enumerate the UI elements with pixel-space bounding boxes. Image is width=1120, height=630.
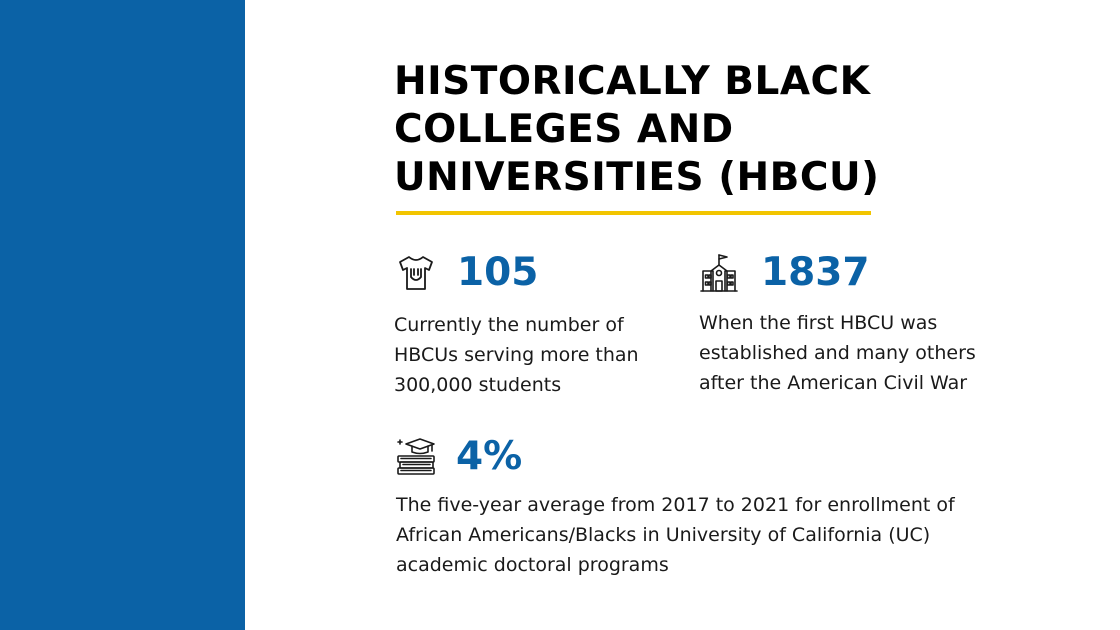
stat-value: 105 bbox=[457, 250, 539, 295]
title-line: HISTORICALLY BLACK bbox=[394, 59, 871, 104]
school-building-icon bbox=[699, 253, 739, 293]
title-line: COLLEGES AND bbox=[394, 107, 734, 152]
stat-description-line: 300,000 students bbox=[394, 374, 562, 396]
stat-description-line: African Americans/Blacks in University of California (UC) bbox=[396, 524, 931, 546]
stat-description-line: HBCUs serving more than bbox=[394, 344, 639, 366]
stat-description-line: When the first HBCU was bbox=[699, 312, 938, 334]
stat-description-line: Currently the number of bbox=[394, 314, 624, 336]
stat-description bbox=[396, 490, 1016, 580]
graduation-books-icon bbox=[396, 436, 436, 476]
stat-description-line: The five-year average from 2017 to 2021 for enrollment of bbox=[396, 494, 955, 516]
left-sidebar-panel bbox=[0, 0, 245, 630]
tshirt-icon bbox=[396, 253, 436, 293]
stat-value: 4% bbox=[456, 434, 523, 479]
stat-description bbox=[394, 310, 684, 400]
title-underline-divider bbox=[396, 211, 871, 215]
stat-description-line: after the American Civil War bbox=[699, 372, 968, 394]
title-line: UNIVERSITIES (HBCU) bbox=[394, 155, 880, 200]
page-title bbox=[394, 58, 914, 202]
stat-description bbox=[699, 308, 1019, 398]
stat-value: 1837 bbox=[761, 250, 870, 295]
stat-description-line: established and many others bbox=[699, 342, 976, 364]
stat-description-line: academic doctoral programs bbox=[396, 554, 669, 576]
